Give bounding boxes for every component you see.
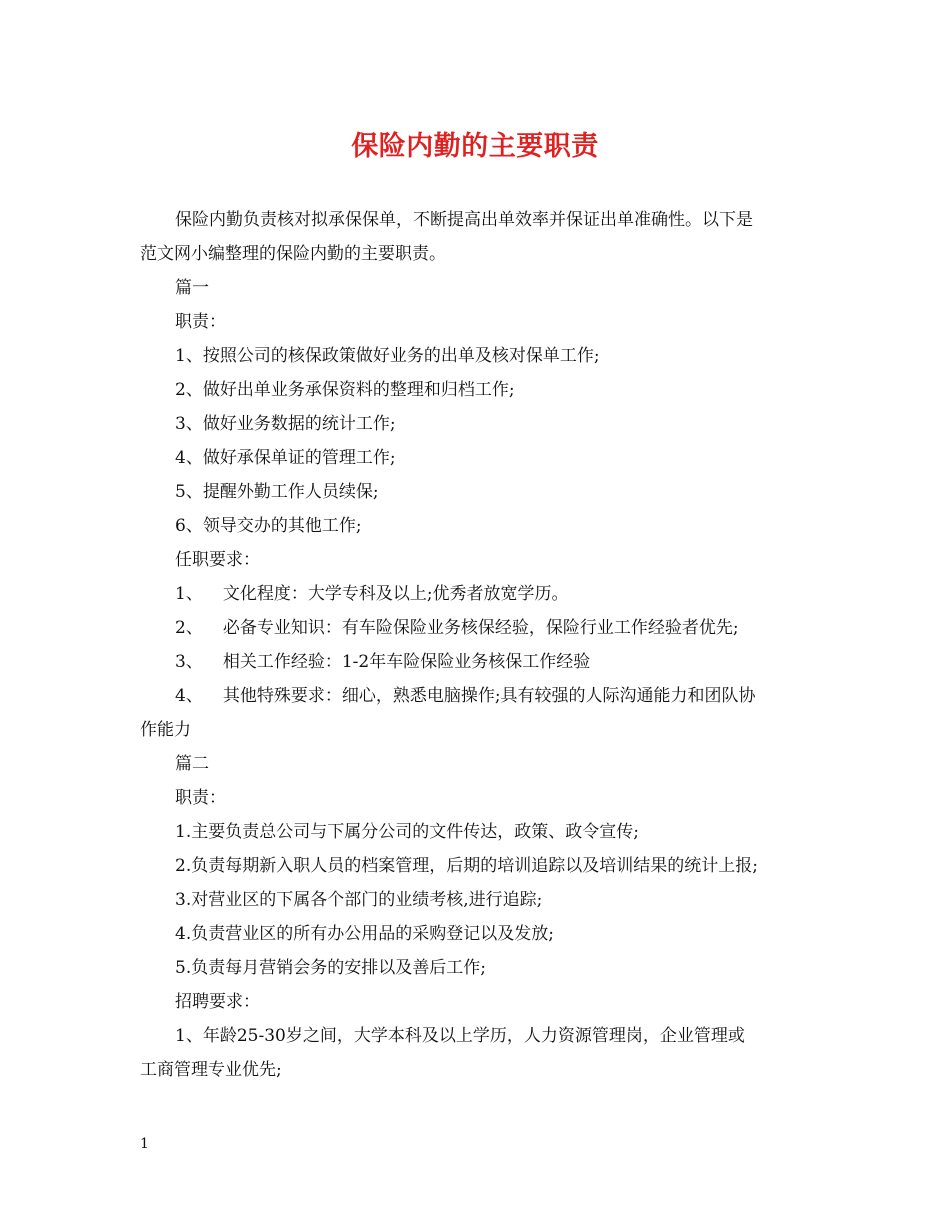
duty-item: 5.负责每月营销会务的安排以及善后工作;	[175, 958, 486, 978]
requirement-item	[140, 611, 820, 645]
duty-item: 2.负责每期新入职人员的档案管理，后期的培训追踪以及培训结果的统计上报;	[175, 856, 758, 876]
requirement-item	[140, 679, 820, 713]
requirement-number: 3、	[175, 652, 203, 672]
requirement-text: 其他特殊要求：细心，熟悉电脑操作;具有较强的人际沟通能力和团队协	[222, 686, 756, 706]
section-heading-2: 篇二	[175, 754, 209, 774]
requirement-item	[140, 577, 820, 611]
requirement-item	[140, 645, 820, 679]
section-heading-1: 篇一	[175, 278, 209, 298]
requirement-text: 必备专业知识：有车险保险业务核保经验，保险行业工作经验者优先;	[222, 618, 739, 638]
recruit-label: 招聘要求：	[175, 992, 260, 1012]
document-title: 保险内勤的主要职责	[351, 131, 599, 162]
recruit-item-line-2: 工商管理专业优先;	[140, 1060, 282, 1080]
document-body	[140, 203, 820, 1087]
duty-item: 5、提醒外勤工作人员续保;	[175, 482, 379, 502]
duty-item: 4、做好承保单证的管理工作;	[175, 448, 396, 468]
duty-item: 3、做好业务数据的统计工作;	[175, 414, 396, 434]
requirement-continuation: 作能力	[140, 720, 191, 740]
requirement-number: 4、	[175, 686, 203, 706]
duty-item: 6、领导交办的其他工作;	[175, 516, 362, 536]
duty-item: 2、做好出单业务承保资料的整理和归档工作;	[175, 380, 515, 400]
duty-item: 3.对营业区的下属各个部门的业绩考核,进行追踪;	[175, 890, 543, 910]
duties-label-1: 职责：	[175, 312, 226, 332]
requirements-label: 任职要求：	[175, 550, 260, 570]
recruit-item-line-1: 1、年龄25-30岁之间，大学本科及以上学历，人力资源管理岗，企业管理或	[175, 1026, 745, 1046]
intro-paragraph-line-1: 保险内勤负责核对拟承保保单，不断提高出单效率并保证出单准确性。以下是	[175, 210, 753, 230]
page-number: 1	[140, 1136, 149, 1152]
duty-item: 1.主要负责总公司与下属分公司的文件传达，政策、政令宣传;	[175, 822, 639, 842]
duty-item: 1、按照公司的核保政策做好业务的出单及核对保单工作;	[175, 346, 600, 366]
intro-paragraph-line-2: 范文网小编整理的保险内勤的主要职责。	[140, 244, 446, 264]
duties-label-2: 职责：	[175, 788, 226, 808]
requirement-text: 文化程度：大学专科及以上;优秀者放宽学历。	[222, 584, 569, 604]
requirement-text: 相关工作经验：1-2年车险保险业务核保工作经验	[222, 652, 591, 672]
requirement-number: 1、	[175, 584, 203, 604]
requirement-number: 2、	[175, 618, 203, 638]
duty-item: 4.负责营业区的所有办公用品的采购登记以及发放;	[175, 924, 554, 944]
